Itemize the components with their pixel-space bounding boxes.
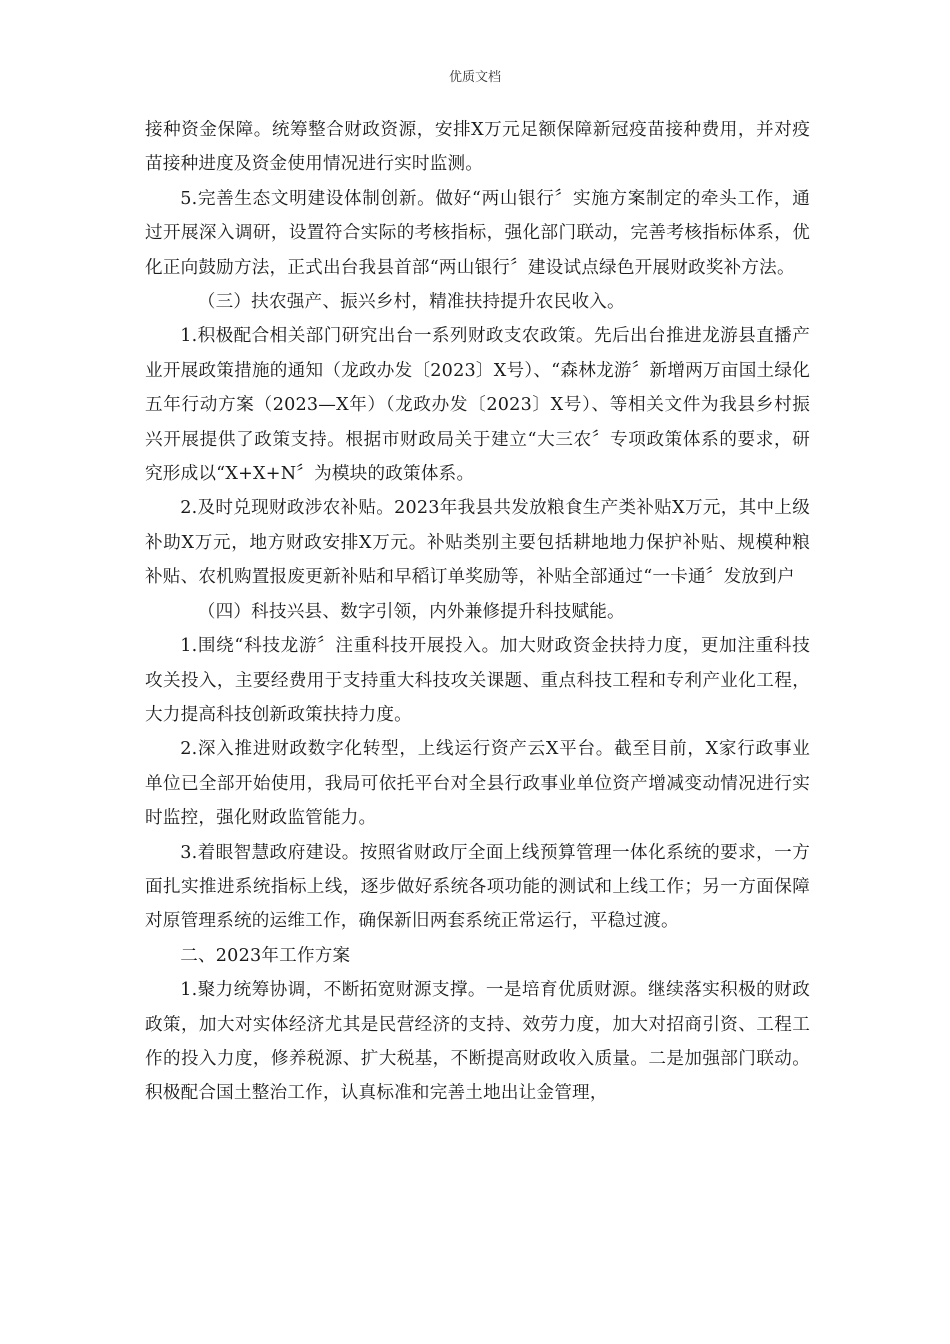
paragraph-revenue-support: 1.聚力统筹协调，不断拓宽财源支撑。一是培育优质财源。继续落实积极的财政政策，加大对实体经济尤其是民营经济的支持、效劳力度，加大对招商引资、工程工作的投入力度，修养税源、扩大税基，不断提高财政收入质量。二是加强部门联动。积极配合国土整治工作，认真标准和完善土地出让金管理， <box>145 980 810 1104</box>
paragraph-agri-policies: 1.积极配合相关部门研究出台一系列财政支农政策。先后出台推进龙游县直播产业开展政策措施的通知（龙政办发〔2023〕X号）、“森林龙游〞新增两万亩国土绿化五年行动方案（2023—X年）（龙政办发〔2023〕X号）、等相关文件为我县乡村振兴开展提供了政策支持。根据市财政局关于建立“大三农〞专项政策体系的要求，研究形成以“X+X+N〞为模块的政策体系。 <box>145 326 810 485</box>
paragraph-digital-transformation: 2.深入推进财政数字化转型，上线运行资产云X平台。截至目前，X家行政事业单位已全部开始使用，我局可依托平台对全县行政事业单位资产增减变动情况进行实时监控，强化财政监管能力。 <box>145 739 810 829</box>
section-heading-work-plan: 二、2023年工作方案 <box>180 945 351 966</box>
paragraph-vaccine-funding: 接种资金保障。统筹整合财政资源，安排X万元足额保障新冠疫苗接种费用，并对疫苗接种进度及资金使用情况进行实时监测。 <box>145 120 810 175</box>
paragraph-ecological-innovation: 5.完善生态文明建设体制创新。做好“两山银行〞实施方案制定的牵头工作，通过开展深入调研，设置符合实际的考核指标，强化部门联动，完善考核指标体系，优化正向鼓励方法，正式出台我县首部“两山银行〞建设试点绿色开展财政奖补方法。 <box>145 188 810 278</box>
page-header: 优质文档 <box>448 70 501 85</box>
document-body <box>145 113 810 1111</box>
section-heading-technology: （四）科技兴县、数字引领，内外兼修提升科技赋能。 <box>197 601 625 622</box>
paragraph-tech-investment: 1.围绕“科技龙游〞注重科技开展投入。加大财政资金扶持力度，更加注重科技攻关投入，主要经费用于支持重大科技攻关课题、重点科技工程和专利产业化工程，大力提高科技创新政策扶持力度。 <box>145 636 810 725</box>
paragraph-smart-government: 3.着眼智慧政府建设。按照省财政厅全面上线预算管理一体化系统的要求，一方面扎实推进系统指标上线，逐步做好系统各项功能的测试和上线工作；另一方面保障对原管理系统的运维工作，确保新旧两套系统正常运行，平稳过渡。 <box>145 842 810 932</box>
section-heading-agriculture: （三）扶农强产、振兴乡村，精准扶持提升农民收入。 <box>197 292 625 313</box>
paragraph-agri-subsidies: 2.及时兑现财政涉农补贴。2023年我县共发放粮食生产类补贴X万元，其中上级补助X万元，地方财政安排X万元。补贴类别主要包括耕地地力保护补贴、规模种粮补贴、农机购置报废更新补贴和早稻订单奖励等，补贴全部通过“一卡通〞发放到户 <box>145 498 810 588</box>
